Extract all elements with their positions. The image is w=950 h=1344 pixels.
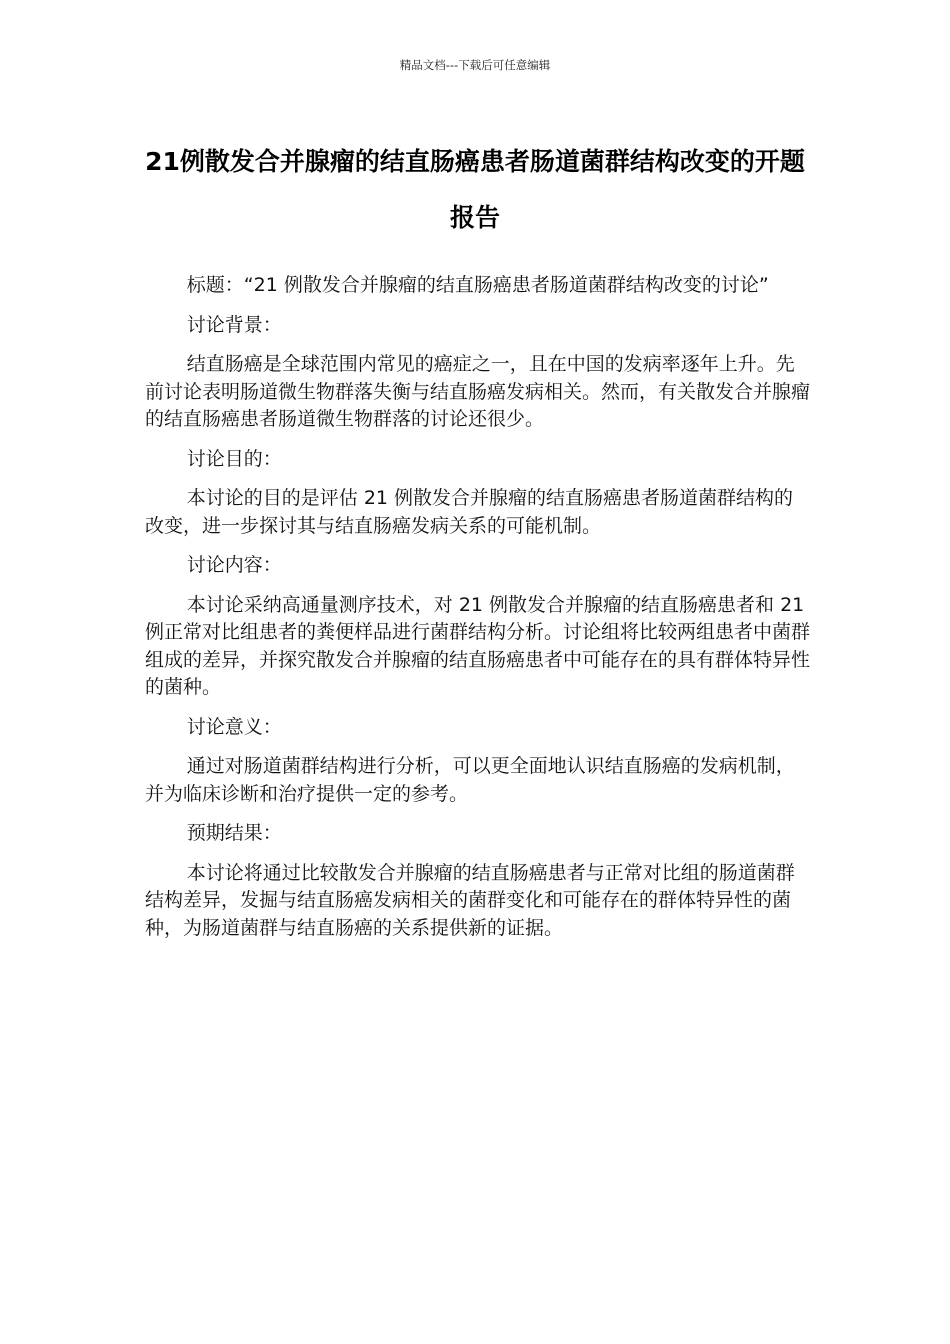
- document-body: [145, 272, 810, 954]
- section-heading-expected-results: 预期结果：: [186, 822, 282, 844]
- section-heading-purpose: 讨论目的：: [186, 447, 282, 470]
- paragraph-background: 结直肠癌是全球范围内常见的癌症之一，且在中国的发病率逐年上升。先前讨论表明肠道微生物群落失衡与结直肠癌发病相关。然而，有关散发合并腺瘤的结直肠癌患者肠道微生物群落的讨论还很少。: [145, 353, 811, 430]
- paragraph-significance: 通过对肠道菌群结构进行分析，可以更全面地认识结直肠癌的发病机制，并为临床诊断和治疗提供一定的参考。: [145, 755, 795, 805]
- paragraph-title-line: 标题：“21 例散发合并腺瘤的结直肠癌患者肠道菌群结构改变的讨论”: [186, 274, 769, 296]
- document-title: 21例散发合并腺瘤的结直肠癌患者肠道菌群结构改变的开题报告: [145, 147, 805, 232]
- section-heading-content: 讨论内容：: [186, 554, 282, 576]
- paragraph-purpose: 本讨论的目的是评估 21 例散发合并腺瘤的结直肠癌患者肠道菌群结构的改变，进一步探讨其与结直肠癌发病关系的可能机制。: [145, 487, 794, 537]
- paragraph-content: 本讨论采纳高通量测序技术，对 21 例散发合并腺瘤的结直肠癌患者和 21 例正常对比组患者的粪便样品进行菌群结构分析。讨论组将比较两组患者中菌群组成的差异，并探究散发合并腺瘤的结直肠癌患者中可能存在的具有群体特异性的菌种。: [145, 593, 811, 698]
- section-heading-background: 讨论背景：: [186, 313, 282, 336]
- section-heading-significance: 讨论意义：: [186, 715, 282, 738]
- paragraph-expected-results: 本讨论将通过比较散发合并腺瘤的结直肠癌患者与正常对比组的肠道菌群结构差异，发掘与结直肠癌发病相关的菌群变化和可能存在的群体特异性的菌种，为肠道菌群与结直肠癌的关系提供新的证据。: [145, 861, 795, 939]
- page-header: 精品文档---下载后可任意编辑: [399, 58, 551, 72]
